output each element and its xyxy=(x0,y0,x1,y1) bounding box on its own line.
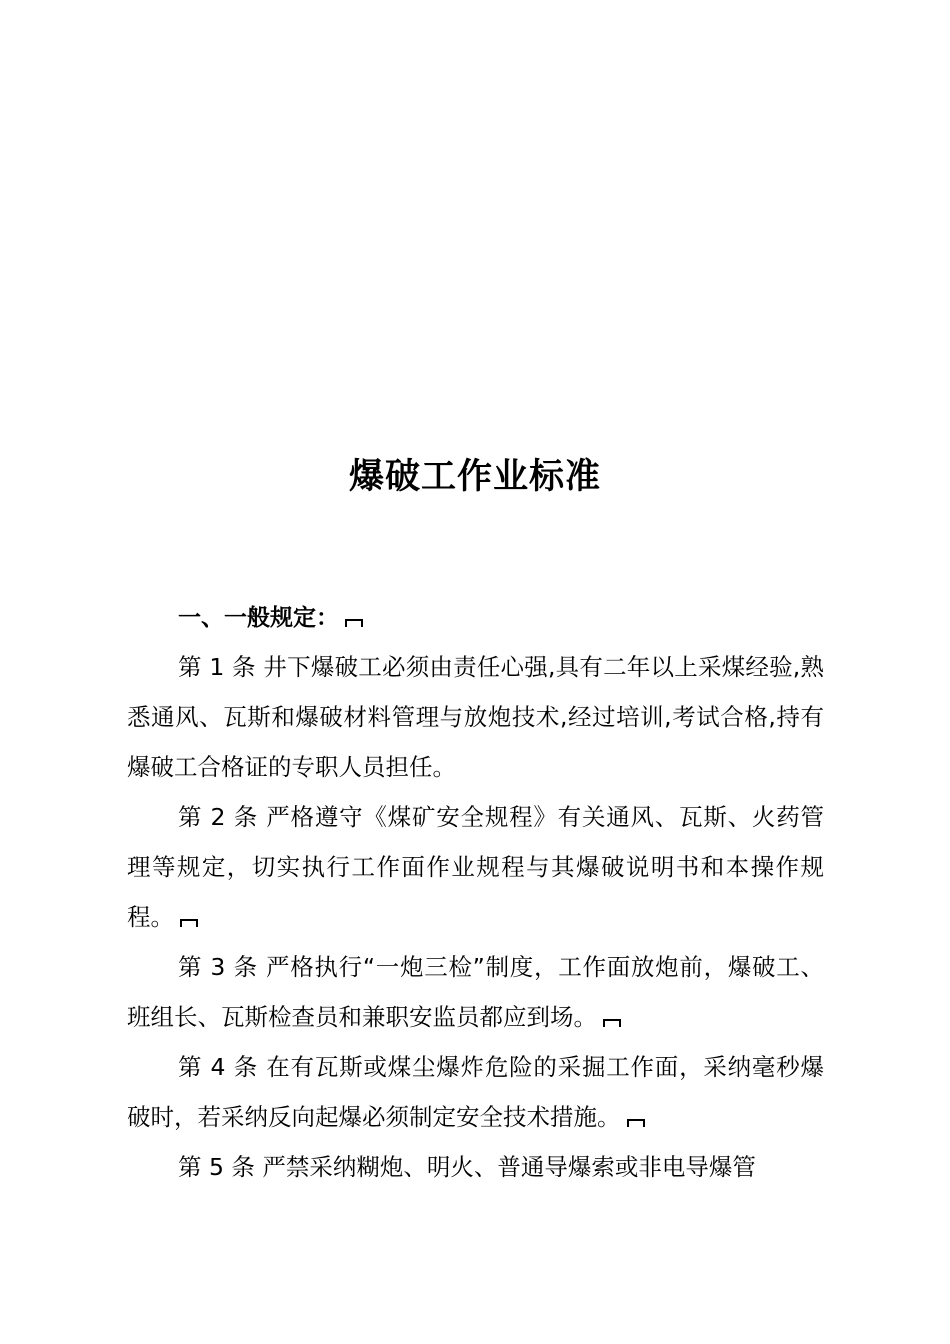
article-2 xyxy=(127,792,824,942)
section-heading xyxy=(178,596,363,640)
document-body xyxy=(127,642,824,1192)
paragraph-mark-icon xyxy=(603,1019,621,1027)
article-3 xyxy=(127,942,824,1042)
document-title: 爆破工作业标准 xyxy=(348,457,601,497)
article-5-text: 第 5 条 严禁采纳糊炮、明火、普通导爆索或非电导爆管 xyxy=(178,1153,756,1181)
article-5 xyxy=(127,1142,824,1192)
article-3-text: 第 3 条 严格执行“一炮三检”制度，工作面放炮前，爆破工、班组长、瓦斯检查员和兼职安监员都应到场。 xyxy=(127,953,824,1031)
article-4-text: 第 4 条 在有瓦斯或煤尘爆炸危险的采掘工作面，采纳毫秒爆破时，若采纳反向起爆必须制定安全技术措施。 xyxy=(127,1053,824,1131)
article-1-text: 第 1 条 井下爆破工必须由责任心强,具有二年以上采煤经验,熟悉通风、瓦斯和爆破材料管理与放炮技术,经过培训,考试合格,持有爆破工合格证的专职人员担任。 xyxy=(127,653,824,781)
paragraph-mark-icon xyxy=(627,1119,645,1127)
paragraph-mark-icon xyxy=(180,919,198,927)
article-2-text: 第 2 条 严格遵守《煤矿安全规程》有关通风、瓦斯、火药管理等规定，切实执行工作面作业规程与其爆破说明书和本操作规程。 xyxy=(127,803,824,931)
section-heading-text: 一、一般规定： xyxy=(178,605,339,631)
article-1 xyxy=(127,642,824,792)
article-4 xyxy=(127,1042,824,1142)
paragraph-mark-icon xyxy=(345,619,363,627)
